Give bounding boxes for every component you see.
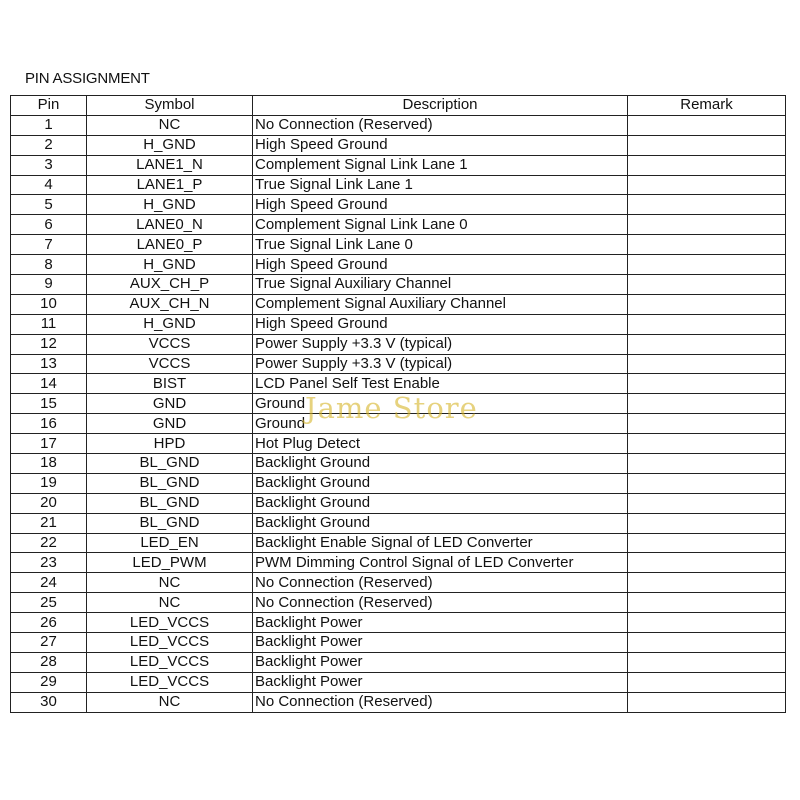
table-row <box>11 672 786 692</box>
remark-cell <box>628 672 786 692</box>
table-row <box>11 573 786 593</box>
description-cell: Complement Signal Link Lane 1 <box>253 155 628 175</box>
table-body <box>11 115 786 712</box>
table-header-row <box>11 96 786 116</box>
remark-cell <box>628 493 786 513</box>
description-cell: Power Supply +3.3 V (typical) <box>253 334 628 354</box>
symbol-cell: LED_VCCS <box>87 633 253 653</box>
remark-cell <box>628 454 786 474</box>
remark-cell <box>628 473 786 493</box>
remark-cell <box>628 513 786 533</box>
remark-cell <box>628 215 786 235</box>
description-cell: High Speed Ground <box>253 255 628 275</box>
pin-cell: 14 <box>11 374 87 394</box>
table-row <box>11 434 786 454</box>
pin-cell: 19 <box>11 473 87 493</box>
table-row <box>11 473 786 493</box>
symbol-cell: GND <box>87 414 253 434</box>
symbol-cell: AUX_CH_P <box>87 275 253 295</box>
description-cell: No Connection (Reserved) <box>253 692 628 712</box>
table-row <box>11 195 786 215</box>
pin-cell: 25 <box>11 593 87 613</box>
remark-cell <box>628 275 786 295</box>
remark-cell <box>628 394 786 414</box>
description-cell: True Signal Link Lane 1 <box>253 175 628 195</box>
pin-cell: 16 <box>11 414 87 434</box>
symbol-cell: HPD <box>87 434 253 454</box>
description-cell: Ground <box>253 414 628 434</box>
symbol-cell: NC <box>87 573 253 593</box>
description-cell: Backlight Power <box>253 613 628 633</box>
pin-cell: 26 <box>11 613 87 633</box>
description-cell: Backlight Power <box>253 652 628 672</box>
table-row <box>11 553 786 573</box>
pin-cell: 4 <box>11 175 87 195</box>
table-row <box>11 255 786 275</box>
remark-cell <box>628 175 786 195</box>
remark-cell <box>628 334 786 354</box>
remark-cell <box>628 255 786 275</box>
description-cell: No Connection (Reserved) <box>253 115 628 135</box>
pin-cell: 10 <box>11 294 87 314</box>
pin-assignment-table <box>10 95 786 713</box>
symbol-cell: LANE1_N <box>87 155 253 175</box>
description-cell: High Speed Ground <box>253 314 628 334</box>
description-cell: True Signal Auxiliary Channel <box>253 275 628 295</box>
description-cell: High Speed Ground <box>253 135 628 155</box>
table-row <box>11 175 786 195</box>
table-row <box>11 354 786 374</box>
symbol-cell: AUX_CH_N <box>87 294 253 314</box>
remark-cell <box>628 195 786 215</box>
symbol-cell: VCCS <box>87 334 253 354</box>
description-cell: High Speed Ground <box>253 195 628 215</box>
remark-cell <box>628 235 786 255</box>
remark-cell <box>628 553 786 573</box>
table-row <box>11 235 786 255</box>
description-cell: True Signal Link Lane 0 <box>253 235 628 255</box>
table-row <box>11 275 786 295</box>
pin-cell: 12 <box>11 334 87 354</box>
table-row <box>11 513 786 533</box>
header-remark: Remark <box>628 96 786 116</box>
remark-cell <box>628 155 786 175</box>
pin-cell: 23 <box>11 553 87 573</box>
table-row <box>11 334 786 354</box>
pin-cell: 17 <box>11 434 87 454</box>
symbol-cell: LANE0_N <box>87 215 253 235</box>
symbol-cell: LED_VCCS <box>87 672 253 692</box>
pin-cell: 20 <box>11 493 87 513</box>
table-row <box>11 314 786 334</box>
symbol-cell: LED_VCCS <box>87 613 253 633</box>
page-title: PIN ASSIGNMENT <box>25 70 150 87</box>
header-description: Description <box>253 96 628 116</box>
table-row <box>11 692 786 712</box>
table-row <box>11 613 786 633</box>
table-row <box>11 414 786 434</box>
symbol-cell: NC <box>87 593 253 613</box>
description-cell: Hot Plug Detect <box>253 434 628 454</box>
pin-cell: 6 <box>11 215 87 235</box>
pin-cell: 21 <box>11 513 87 533</box>
table-row <box>11 493 786 513</box>
remark-cell <box>628 434 786 454</box>
table-row <box>11 593 786 613</box>
symbol-cell: H_GND <box>87 255 253 275</box>
remark-cell <box>628 633 786 653</box>
description-cell: Backlight Enable Signal of LED Converter <box>253 533 628 553</box>
pin-cell: 30 <box>11 692 87 712</box>
pin-cell: 5 <box>11 195 87 215</box>
remark-cell <box>628 314 786 334</box>
table-row <box>11 215 786 235</box>
pin-cell: 13 <box>11 354 87 374</box>
symbol-cell: BL_GND <box>87 493 253 513</box>
description-cell: Backlight Ground <box>253 473 628 493</box>
description-cell: Backlight Ground <box>253 493 628 513</box>
description-cell: Power Supply +3.3 V (typical) <box>253 354 628 374</box>
symbol-cell: VCCS <box>87 354 253 374</box>
description-cell: Complement Signal Link Lane 0 <box>253 215 628 235</box>
symbol-cell: H_GND <box>87 195 253 215</box>
symbol-cell: LED_VCCS <box>87 652 253 672</box>
table-row <box>11 155 786 175</box>
symbol-cell: H_GND <box>87 314 253 334</box>
pin-cell: 8 <box>11 255 87 275</box>
description-cell: Backlight Ground <box>253 454 628 474</box>
description-cell: No Connection (Reserved) <box>253 573 628 593</box>
symbol-cell: LANE0_P <box>87 235 253 255</box>
symbol-cell: BL_GND <box>87 454 253 474</box>
remark-cell <box>628 115 786 135</box>
table-row <box>11 294 786 314</box>
symbol-cell: NC <box>87 692 253 712</box>
symbol-cell: LANE1_P <box>87 175 253 195</box>
description-cell: Ground <box>253 394 628 414</box>
remark-cell <box>628 613 786 633</box>
symbol-cell: BL_GND <box>87 473 253 493</box>
remark-cell <box>628 135 786 155</box>
description-cell: Backlight Ground <box>253 513 628 533</box>
table-row <box>11 394 786 414</box>
table-row <box>11 633 786 653</box>
description-cell: Backlight Power <box>253 633 628 653</box>
remark-cell <box>628 593 786 613</box>
description-cell: Complement Signal Auxiliary Channel <box>253 294 628 314</box>
pin-cell: 27 <box>11 633 87 653</box>
remark-cell <box>628 692 786 712</box>
symbol-cell: BIST <box>87 374 253 394</box>
pin-cell: 3 <box>11 155 87 175</box>
pin-cell: 9 <box>11 275 87 295</box>
description-cell: Backlight Power <box>253 672 628 692</box>
pin-cell: 7 <box>11 235 87 255</box>
description-cell: LCD Panel Self Test Enable <box>253 374 628 394</box>
pin-cell: 11 <box>11 314 87 334</box>
header-symbol: Symbol <box>87 96 253 116</box>
remark-cell <box>628 652 786 672</box>
pin-cell: 18 <box>11 454 87 474</box>
remark-cell <box>628 533 786 553</box>
pin-cell: 15 <box>11 394 87 414</box>
description-cell: No Connection (Reserved) <box>253 593 628 613</box>
pin-cell: 1 <box>11 115 87 135</box>
symbol-cell: LED_EN <box>87 533 253 553</box>
pin-cell: 28 <box>11 652 87 672</box>
pin-cell: 22 <box>11 533 87 553</box>
symbol-cell: NC <box>87 115 253 135</box>
table-row <box>11 533 786 553</box>
table-row <box>11 135 786 155</box>
symbol-cell: GND <box>87 394 253 414</box>
symbol-cell: H_GND <box>87 135 253 155</box>
remark-cell <box>628 354 786 374</box>
description-cell: PWM Dimming Control Signal of LED Converter <box>253 553 628 573</box>
pin-cell: 2 <box>11 135 87 155</box>
header-pin: Pin <box>11 96 87 116</box>
pin-cell: 29 <box>11 672 87 692</box>
table-row <box>11 374 786 394</box>
table-row <box>11 454 786 474</box>
pin-cell: 24 <box>11 573 87 593</box>
symbol-cell: BL_GND <box>87 513 253 533</box>
remark-cell <box>628 414 786 434</box>
watermark: Jame Store <box>305 391 478 425</box>
symbol-cell: LED_PWM <box>87 553 253 573</box>
table-row <box>11 652 786 672</box>
remark-cell <box>628 374 786 394</box>
remark-cell <box>628 294 786 314</box>
remark-cell <box>628 573 786 593</box>
table-row <box>11 115 786 135</box>
